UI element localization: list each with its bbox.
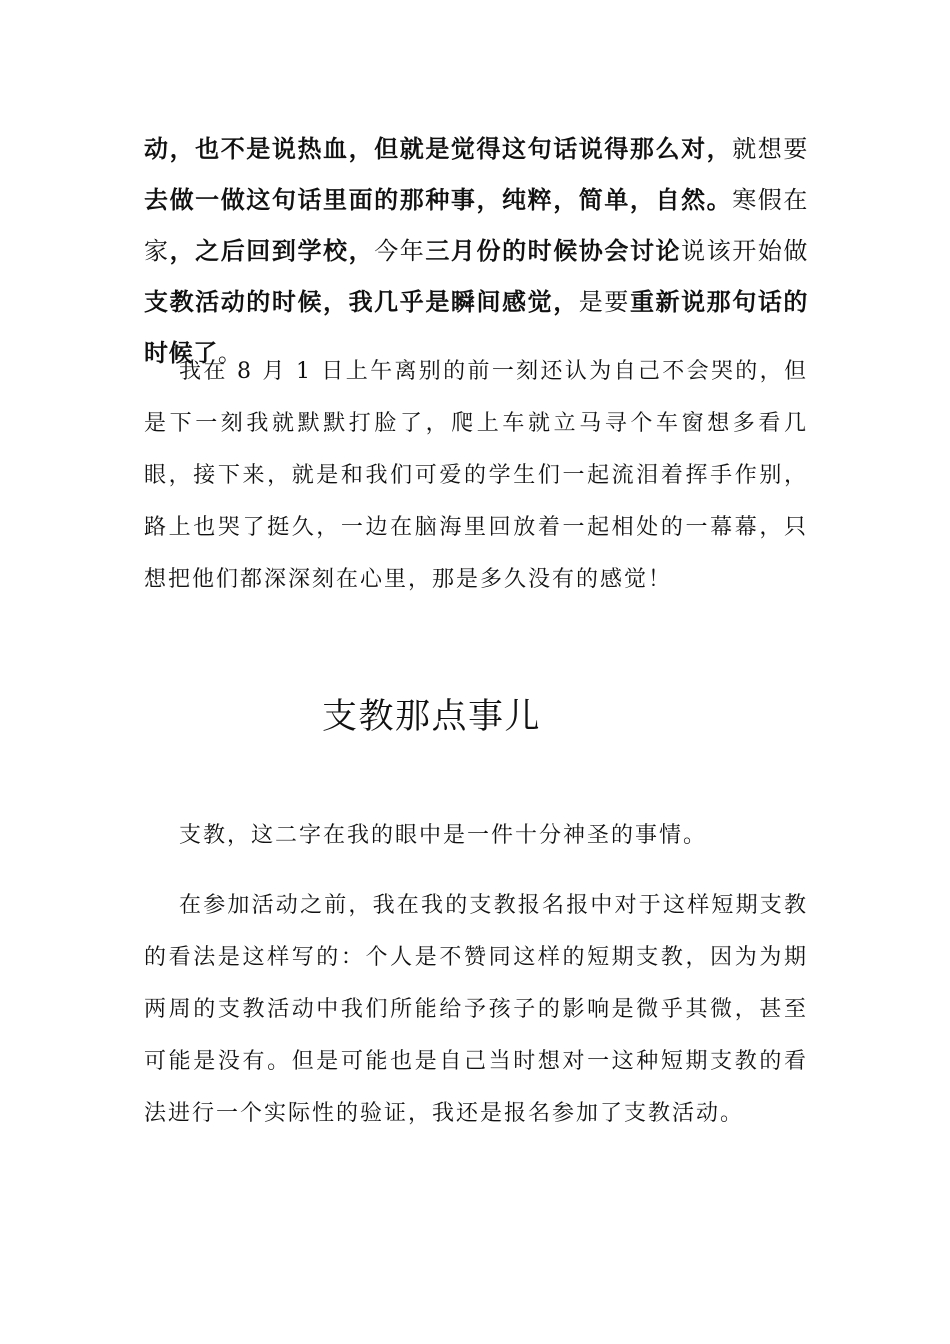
intro-text-segment: 就想要: [732, 135, 808, 163]
intro-text-segment: 今年: [374, 237, 426, 265]
section-paragraph-1: 支教，这二字在我的眼中是一件十分神圣的事情。: [179, 823, 708, 848]
intro-text-segment: 说该开始做: [681, 237, 808, 265]
intro-paragraph: [144, 124, 808, 379]
intro-text-segment: 是要: [578, 288, 630, 316]
farewell-paragraph: 我在 8 月 1 日上午离别的前一刻还认为自己不会哭的，但是下一刻我就默默打脸了，爬上车就立马寻个车窗想多看几眼，接下来，就是和我们可爱的学生们一起流泪着挥手作别，路上也哭了挺久，一边在脑海里回放着一起相处的一幕幕，只想把他们都深深刻在心里，那是多久没有的感觉！: [144, 359, 808, 592]
section-title: 支教那点事儿: [322, 697, 542, 737]
section-paragraph-2: 在参加活动之前，我在我的支教报名报中对于这样短期支教的看法是这样写的：个人是不赞同这样的短期支教，因为为期两周的支教活动中我们所能给予孩子的影响是微乎其微，甚至可能是没有。但是可能也是自己当时想对一这种短期支教的看法进行一个实际性的验证，我还是报名参加了支教活动。: [144, 893, 808, 1126]
intro-text-segment: 支教活动的时候，我几乎是瞬间感觉，: [144, 288, 579, 316]
intro-text-segment: ，之后回到学校，: [169, 237, 375, 265]
intro-text-segment: 去做一做这句话里面的那种事，纯粹，简单，自然。: [144, 186, 733, 214]
intro-text-segment: 寒假在家: [144, 186, 808, 265]
intro-text-segment: 。: [217, 339, 243, 367]
intro-text-segment: 三月份的时候协会讨论: [425, 237, 682, 265]
intro-text-segment: 重新说那句话的时候了: [144, 288, 809, 367]
intro-text-segment: 动，也不是说热血，但就是觉得这句话说得那么对，: [144, 135, 733, 163]
